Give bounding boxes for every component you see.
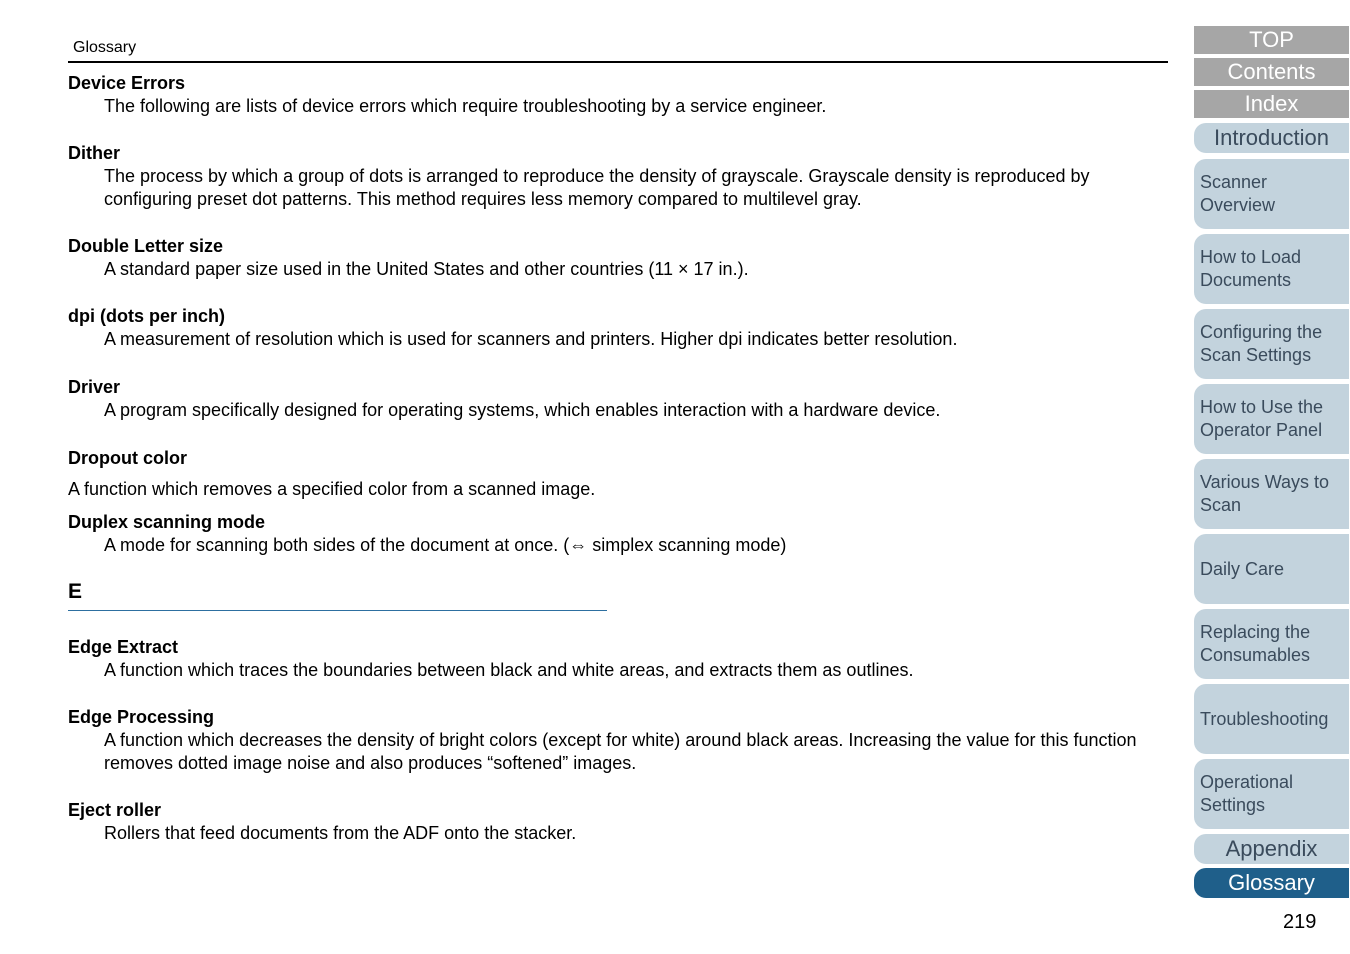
entry-term: Eject roller: [68, 800, 162, 820]
entry-definition: The following are lists of device errors which require troubleshooting by a service engineer.: [104, 96, 827, 116]
nav-appendix-tab[interactable]: Appendix: [1194, 834, 1349, 864]
nav-chapter-label: Various Ways to Scan: [1200, 472, 1330, 515]
nav-chapter-load-documents[interactable]: [1194, 234, 1349, 304]
glossary-entry: [68, 72, 1168, 118]
glossary-entry: [68, 511, 1168, 557]
glossary-entry: [68, 376, 1168, 422]
entry-definition: A function which removes a specified color from a scanned image.: [68, 479, 596, 499]
nav-chapter-scanner-overview[interactable]: [1194, 159, 1349, 229]
nav-chapter-label: Configuring the Scan Settings: [1200, 322, 1323, 365]
glossary-entry: [68, 142, 1168, 211]
nav-chapter-operator-panel[interactable]: [1194, 384, 1349, 454]
entry-definition: The process by which a group of dots is arranged to reproduce the density of grayscale. Grayscale density is reproduced by configuring preset dot patterns. This method requires less memory compared to multilevel gray.: [104, 166, 1090, 209]
glossary-entry: [68, 235, 1168, 281]
nav-chapter-daily-care[interactable]: [1194, 534, 1349, 604]
entry-term: Edge Extract: [68, 637, 179, 657]
entry-term: Driver: [68, 377, 121, 397]
nav-chapter-scan-settings[interactable]: [1194, 309, 1349, 379]
nav-chapter-label: Scanner Overview: [1200, 172, 1276, 215]
section-divider: [68, 610, 607, 611]
entry-definition: A function which traces the boundaries between black and white areas, and extracts them as outlines.: [104, 660, 914, 680]
nav-top-button[interactable]: TOP: [1194, 26, 1349, 54]
page-number: 219: [1283, 911, 1317, 933]
nav-introduction-tab[interactable]: Introduction: [1194, 123, 1349, 153]
entry-term: dpi (dots per inch): [68, 306, 225, 326]
glossary-entry: [68, 305, 1168, 351]
nav-chapter-troubleshooting[interactable]: [1194, 684, 1349, 754]
entry-definition: A standard paper size used in the United States and other countries (11 × 17 in.).: [104, 259, 749, 279]
nav-chapter-label: How to Use the Operator Panel: [1200, 397, 1324, 440]
entry-term: Dither: [68, 143, 121, 163]
nav-chapter-label: Operational Settings: [1200, 772, 1294, 815]
nav-chapter-label: Daily Care: [1200, 558, 1285, 579]
running-header: Glossary: [73, 39, 137, 56]
entry-definition: A measurement of resolution which is used for scanners and printers. Higher dpi indicates better resolution.: [104, 329, 958, 349]
glossary-entry: [68, 799, 1168, 845]
entry-definition: A program specifically designed for operating systems, which enables interaction with a hardware device.: [104, 400, 941, 420]
nav-chapter-operational-settings[interactable]: [1194, 759, 1349, 829]
entry-term: Device Errors: [68, 73, 186, 93]
entry-term: Dropout color: [68, 448, 187, 468]
nav-chapter-consumables[interactable]: [1194, 609, 1349, 679]
nav-glossary-tab[interactable]: Glossary: [1194, 868, 1349, 898]
nav-chapter-label: How to Load Documents: [1200, 247, 1302, 290]
entry-definition: A mode for scanning both sides of the document at once. (⇔ simplex scanning mode): [104, 535, 787, 555]
nav-index-button[interactable]: Index: [1194, 90, 1349, 118]
nav-chapter-ways-to-scan[interactable]: [1194, 459, 1349, 529]
glossary-entry: [68, 447, 1168, 501]
entry-term: Double Letter size: [68, 236, 224, 256]
nav-chapter-label: Replacing the Consumables: [1200, 622, 1311, 665]
glossary-entry: [68, 636, 1168, 682]
header-divider: [68, 61, 1168, 63]
entry-definition: Rollers that feed documents from the ADF onto the stacker.: [104, 823, 577, 843]
entry-definition: A function which decreases the density of bright colors (except for white) around black areas. Increasing the value for this function removes dotted image noise and also produces “softened” images.: [104, 730, 1137, 773]
entry-term: Duplex scanning mode: [68, 512, 266, 532]
nav-chapter-label: Troubleshooting: [1200, 708, 1329, 729]
glossary-entry: [68, 706, 1168, 775]
nav-contents-button[interactable]: Contents: [1194, 58, 1349, 86]
entry-term: Edge Processing: [68, 707, 215, 727]
section-heading: E: [68, 580, 83, 603]
